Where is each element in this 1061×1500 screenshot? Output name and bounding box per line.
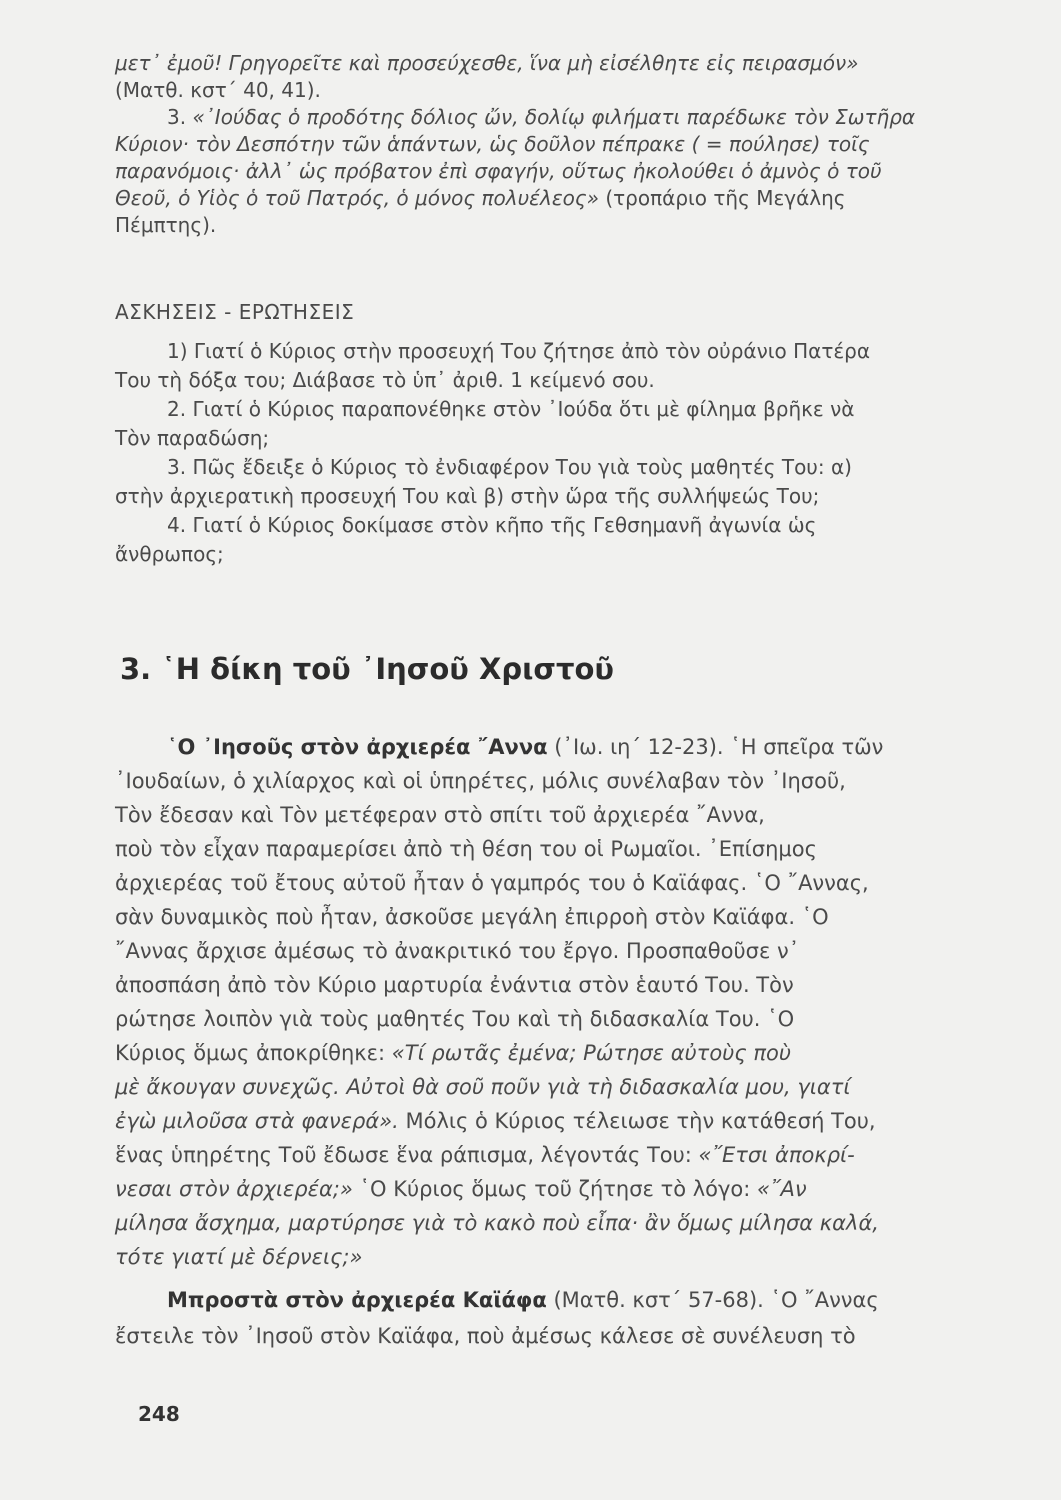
paragraph-heading: ῾Ο ᾽Ιησοῦς στὸν ἀρχιερέα ῎Αννα <box>167 735 548 759</box>
quote-text: «῎Ετσι ἀποκρί- <box>698 1143 855 1167</box>
text-span: Μόλις ὁ Κύριος τέλειωσε τὴν κατάθεσή Του, <box>398 1109 876 1133</box>
quote-text: ἐγὼ μιλοῦσα στὰ φανερά». <box>115 1109 399 1133</box>
question-line: 2. Γιατί ὁ Κύριος παραπονέθηκε στὸν ᾽Ιούδα ὅτι μὲ φίλημα βρῆκε νὰ <box>167 397 855 421</box>
text-line: τότε γιατί μὲ δέρνεις;» <box>115 1245 363 1269</box>
quote-text: νεσαι στὸν ἀρχιερέα;» <box>115 1177 353 1201</box>
text-span: Κύριος ὅμως ἀποκρίθηκε: <box>115 1041 392 1065</box>
paragraph-heading: Μπροστὰ στὸν ἀρχιερέα Καϊάφα <box>167 1288 547 1312</box>
exercises-list <box>115 338 980 570</box>
text-line <box>115 1104 980 1138</box>
question-line: Τὸν παραδώση; <box>115 426 270 450</box>
text-line: (Ματθ. κστ΄ 40, 41). <box>115 78 321 102</box>
citation: (τροπάριο τῆς Μεγάλης <box>598 186 846 210</box>
text-line: Τὸν ἔδεσαν καὶ Τὸν μετέφεραν στὸ σπίτι τοῦ ἀρχιερέα ῎Αννα, <box>115 803 765 827</box>
text-line: ῎Αννας ἄρχισε ἀμέσως τὸ ἀνακριτικό του ἔργο. Προσπαθοῦσε ν᾽ <box>115 939 800 963</box>
quote-number: 3. <box>167 105 193 129</box>
body-paragraph <box>115 730 980 1274</box>
text-line: ἀρχιερέας τοῦ ἔτους αὐτοῦ ἦταν ὁ γαμπρός του ὁ Καϊάφας. ῾Ο ῎Αννας, <box>115 871 869 895</box>
text-line: ᾽Ιουδαίων, ὁ χιλίαρχος καὶ οἱ ὑπηρέτες, μόλις συνέλαβαν τὸν ᾽Ιησοῦ, <box>115 769 846 793</box>
page-number: 248 <box>138 1402 180 1426</box>
text-span: (᾽Ιω. ιη΄ 12-23). ῾Η σπεῖρα τῶν <box>547 735 884 759</box>
question-line: στὴν ἀρχιερατικὴ προσευχή Του καὶ β) στὴν ὥρα τῆς συλλήψεώς Του; <box>115 484 820 508</box>
question-line: 1) Γιατί ὁ Κύριος στὴν προσευχή Του ζήτησε ἀπὸ τὸν οὐράνιο Πατέρα <box>167 339 871 363</box>
text-line <box>115 185 980 212</box>
body-paragraph-2 <box>115 1282 980 1354</box>
intro-text <box>115 50 980 239</box>
text-line: Πέμπτης). <box>115 213 217 237</box>
section-title: 3. ῾Η δίκη τοῦ ᾽Ιησοῦ Χριστοῦ <box>120 652 614 686</box>
text-line <box>115 1138 980 1172</box>
quote-text: Θεοῦ, ὁ Υἱὸς ὁ τοῦ Πατρός, ὁ μόνος πολυέλεος» <box>115 186 599 210</box>
text-line: σὰν δυναμικὸς ποὺ ἦταν, ἀσκοῦσε μεγάλη ἐπιρροὴ στὸν Καϊάφα. ῾Ο <box>115 905 829 929</box>
question-line: 4. Γιατί ὁ Κύριος δοκίμασε στὸν κῆπο τῆς Γεθσημανῆ ἀγωνία ὡς <box>167 513 817 537</box>
text-line <box>115 1172 980 1206</box>
text-span: ἕνας ὑπηρέτης Τοῦ ἔδωσε ἕνα ράπισμα, λέγοντάς Του: <box>115 1143 699 1167</box>
text-line: μὲ ἄκουγαν συνεχῶς. Αὐτοὶ θὰ σοῦ ποῦν γιὰ τὴ διδασκαλία μου, γιατί <box>115 1075 851 1099</box>
quote-text: «῎Αν <box>757 1177 807 1201</box>
quote-text: «Τί ρωτᾶς ἐμένα; Ρώτησε αὐτοὺς ποὺ <box>391 1041 791 1065</box>
text-line: ἔστειλε τὸν ᾽Ιησοῦ στὸν Καϊάφα, ποὺ ἀμέσως κάλεσε σὲ συνέλευση τὸ <box>115 1324 856 1348</box>
question-line: ἄνθρωπος; <box>115 542 224 566</box>
text-line <box>115 730 980 764</box>
exercises-heading: ΑΣΚΗΣΕΙΣ - ΕΡΩΤΗΣΕΙΣ <box>115 300 355 324</box>
text-line: μετ᾽ ἐμοῦ! Γρηγορεῖτε καὶ προσεύχεσθε, ἵνα μὴ εἰσέλθητε εἰς πειρασμόν» <box>115 51 859 75</box>
text-line: ποὺ τὸν εἶχαν παραμερίσει ἀπὸ τὴ θέση του οἱ Ρωμαῖοι. ᾽Επίσημος <box>115 837 817 861</box>
text-line <box>115 1036 980 1070</box>
text-span: ῾Ο Κύριος ὅμως τοῦ ζήτησε τὸ λόγο: <box>352 1177 758 1201</box>
question-line: 3. Πῶς ἔδειξε ὁ Κύριος τὸ ἐνδιαφέρον Του γιὰ τοὺς μαθητές Του: α) <box>167 455 852 479</box>
quote-text: «᾽Ιούδας ὁ προδότης δόλιος ὤν, δολίῳ φιλήματι παρέδωκε τὸν Σωτῆρα <box>192 105 916 129</box>
question-line: Του τὴ δόξα του; Διάβασε τὸ ὑπ᾽ ἀριθ. 1 κείμενό σου. <box>115 368 655 392</box>
text-line: ἀποσπάση ἀπὸ τὸν Κύριο μαρτυρία ἐνάντια στὸν ἑαυτό Του. Τὸν <box>115 973 794 997</box>
text-line: Κύριον· τὸν Δεσπότην τῶν ἁπάντων, ὡς δοῦλον πέπρακε ( = πούλησε) τοῖς <box>115 132 870 156</box>
text-line: ρώτησε λοιπὸν γιὰ τοὺς μαθητές Του καὶ τὴ διδασκαλία Του. ῾Ο <box>115 1007 795 1031</box>
text-line <box>115 1282 980 1318</box>
text-line <box>115 104 980 131</box>
text-line: παρανόμοις· ἀλλ᾽ ὡς πρόβατον ἐπὶ σφαγήν, οὕτως ἠκολούθει ὁ ἀμνὸς ὁ τοῦ <box>115 159 882 183</box>
text-line: μίλησα ἄσχημα, μαρτύρησε γιὰ τὸ κακὸ ποὺ εἶπα· ἂν ὅμως μίλησα καλά, <box>115 1211 879 1235</box>
text-span: (Ματθ. κστ΄ 57-68). ῾Ο ῎Αννας <box>546 1288 879 1312</box>
